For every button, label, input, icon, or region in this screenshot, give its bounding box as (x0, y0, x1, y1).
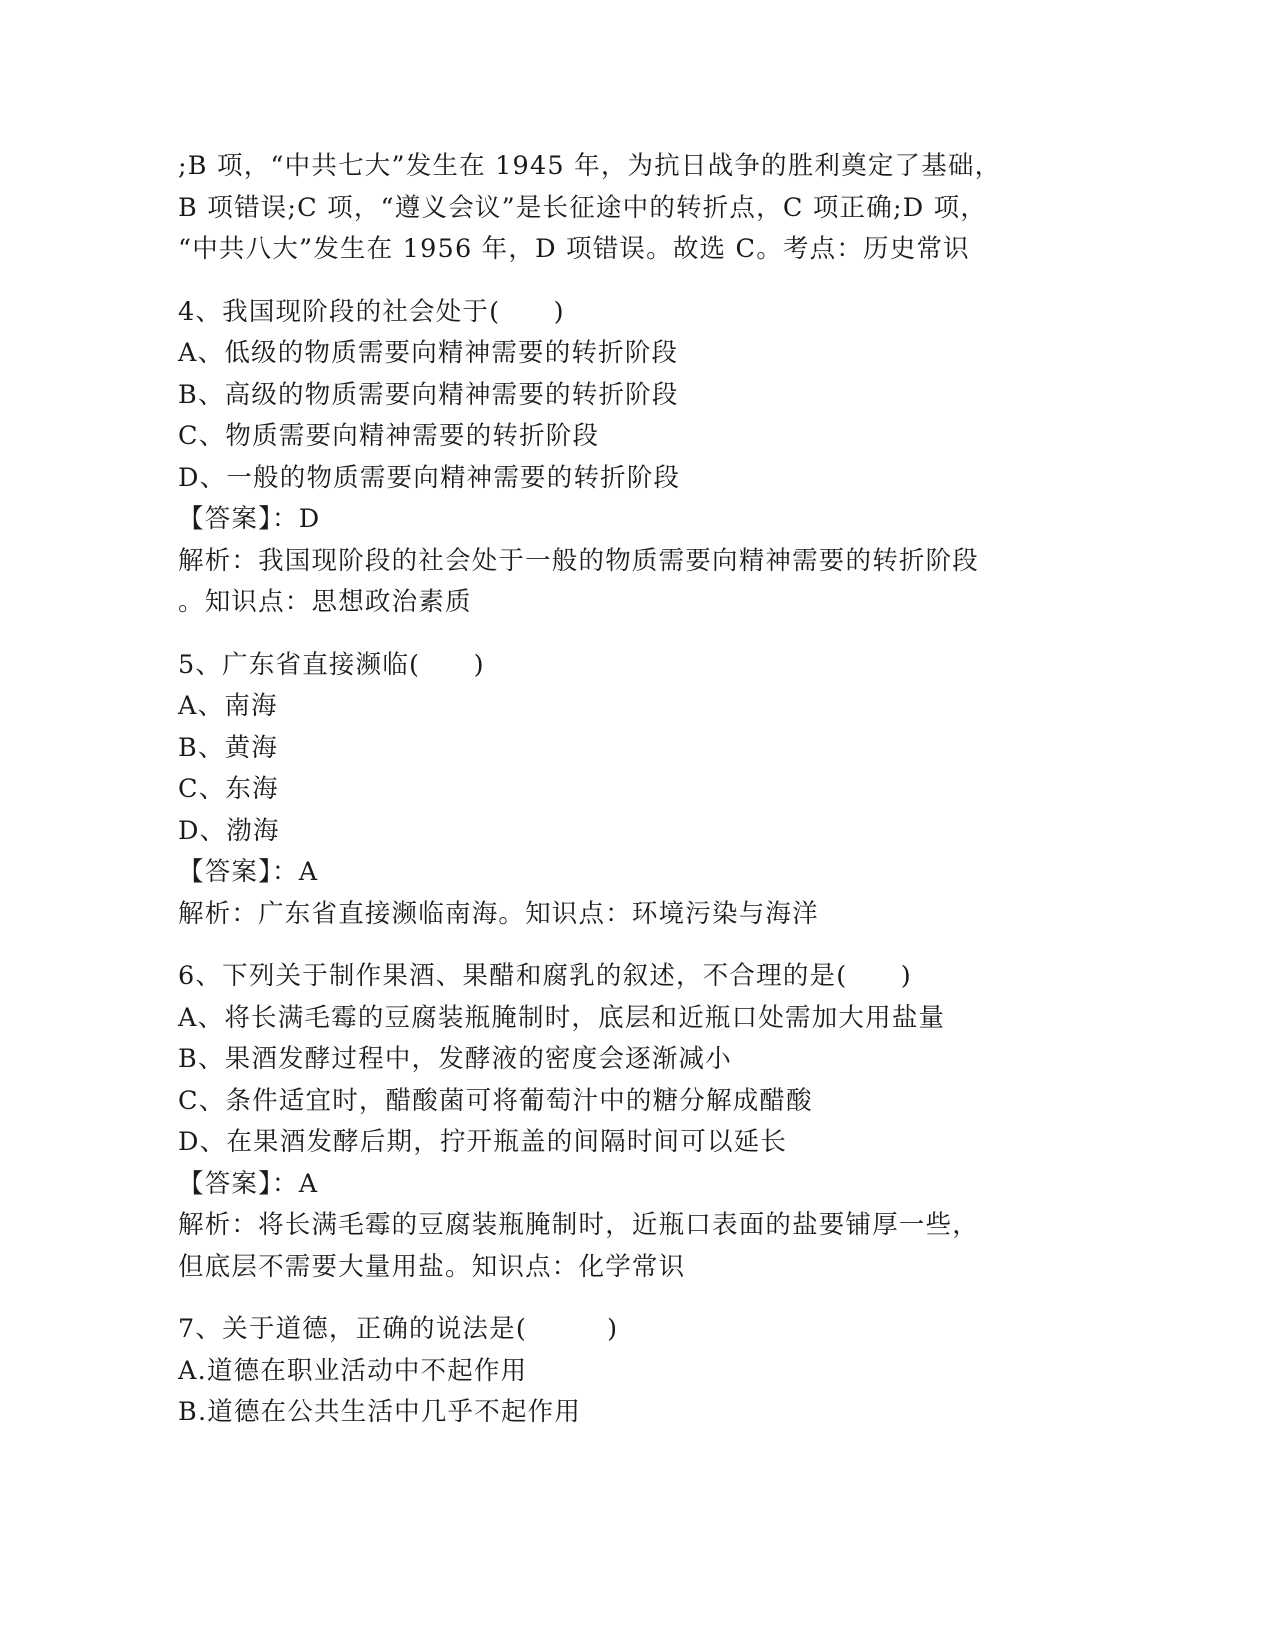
option-c: C、东海 (178, 774, 279, 804)
analysis-line: 但底层不需要大量用盐。知识点：化学常识 (178, 1251, 686, 1282)
question-5 (178, 645, 1078, 936)
analysis-line: 解析：广东省直接濒临南海。知识点：环境污染与海洋 (178, 898, 819, 929)
option-d: D、在果酒发酵后期，拧开瓶盖的间隔时间可以延长 (178, 1127, 788, 1157)
question-4 (178, 292, 1078, 624)
document-page (178, 146, 1078, 1434)
option-b: B、黄海 (178, 732, 279, 763)
answer-line: 【答案】：D (178, 504, 321, 534)
option-c: C、条件适宜时，醋酸菌可将葡萄汁中的糖分解成醋酸 (178, 1085, 813, 1116)
text-line: “中共八大”发生在 1956 年，D 项错误。故选 C。考点：历史常识 (178, 234, 970, 264)
question-stem: 7、关于道德，正确的说法是( ) (178, 1314, 619, 1344)
question-7 (178, 1309, 1078, 1434)
option-a: A、将长满毛霉的豆腐装瓶腌制时，底层和近瓶口处需加大用盐量 (178, 1002, 946, 1033)
question-stem: 5、广东省直接濒临( ) (178, 649, 485, 680)
option-d: D、渤海 (178, 815, 280, 846)
option-d: D、一般的物质需要向精神需要的转折阶段 (178, 462, 681, 493)
question-6 (178, 956, 1078, 1288)
option-a: A、低级的物质需要向精神需要的转折阶段 (178, 338, 679, 368)
text-line: B 项错误;C 项，“遵义会议”是长征途中的转折点，C 项正确;D 项， (178, 192, 988, 223)
question-stem: 6、下列关于制作果酒、果醋和腐乳的叙述，不合理的是( ) (178, 961, 912, 991)
option-b: B、果酒发酵过程中，发酵液的密度会逐渐减小 (178, 1044, 732, 1074)
previous-analysis-continuation (178, 146, 1078, 271)
text-line: ;B 项，“中共七大”发生在 1945 年，为抗日战争的胜利奠定了基础， (178, 151, 1002, 181)
question-stem: 4、我国现阶段的社会处于( ) (178, 296, 565, 327)
option-b: B.道德在公共生活中几乎不起作用 (178, 1397, 582, 1427)
analysis-line: 解析：我国现阶段的社会处于一般的物质需要向精神需要的转折阶段 (178, 545, 980, 576)
answer-line: 【答案】：A (178, 1168, 319, 1199)
option-b: B、高级的物质需要向精神需要的转折阶段 (178, 379, 679, 410)
analysis-line: 。知识点：思想政治素质 (178, 587, 472, 617)
analysis-line: 解析：将长满毛霉的豆腐装瓶腌制时，近瓶口表面的盐要铺厚一些， (178, 1210, 980, 1240)
answer-line: 【答案】：A (178, 857, 319, 887)
option-c: C、物质需要向精神需要的转折阶段 (178, 421, 600, 451)
option-a: A、南海 (178, 691, 278, 721)
option-a: A.道德在职业活动中不起作用 (178, 1355, 528, 1386)
